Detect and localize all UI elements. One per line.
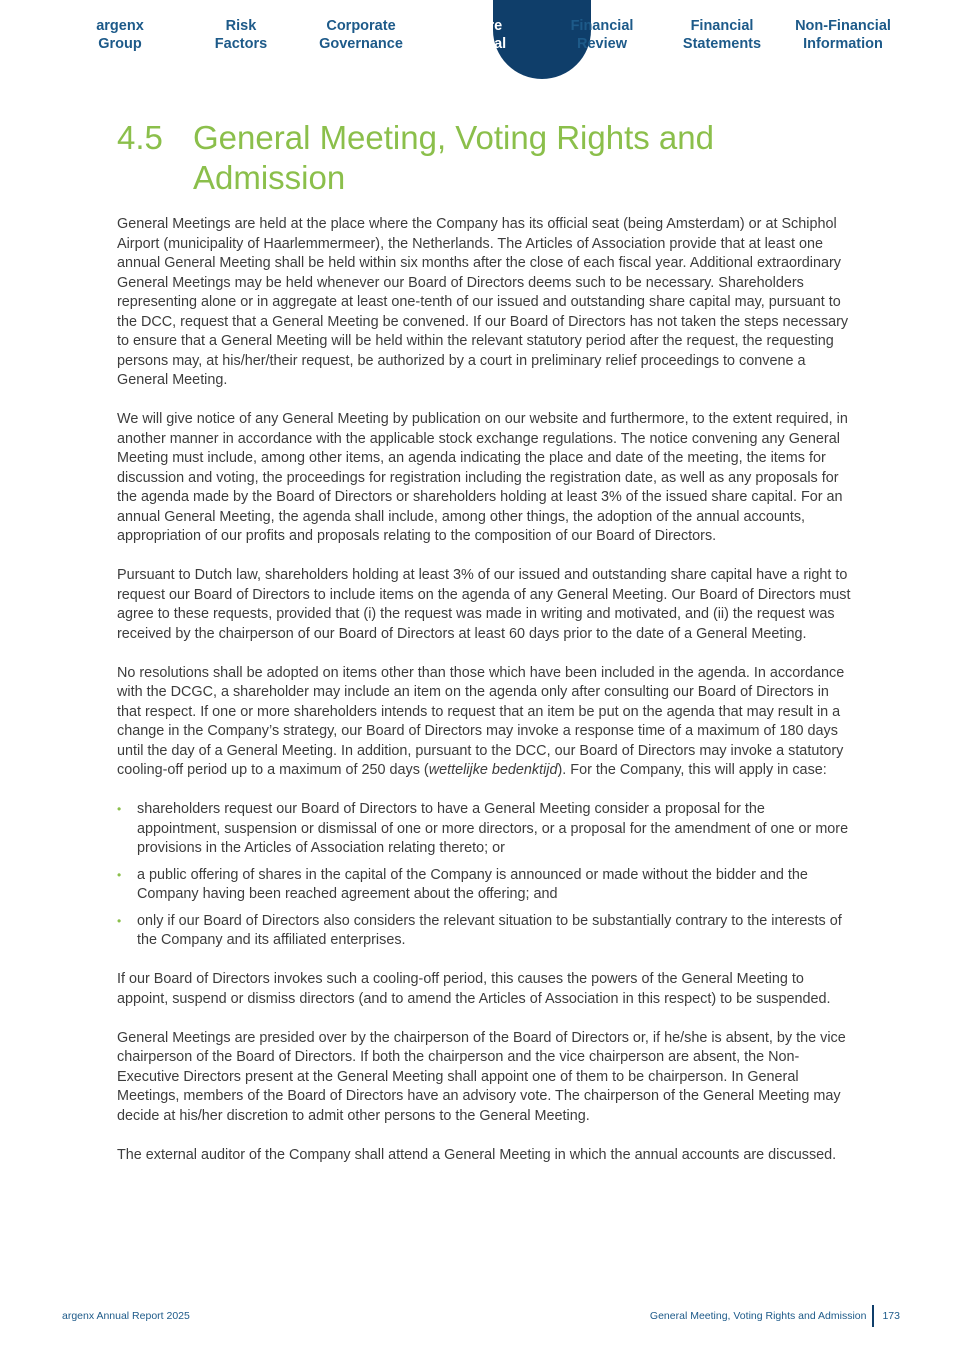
paragraph: If our Board of Directors invokes such a cooling-off period, this causes the powers of the General Meeting to appoint, suspend or dismiss directors (and to amend the Articles of Association in this respect) to be suspended. [117, 971, 831, 1007]
page-number: 173 [882, 1310, 900, 1322]
list-item-text: only if our Board of Directors also considers the relevant situation to be substantially contrary to the interests of the Company and its affiliated enterprises. [137, 912, 842, 948]
list-item [117, 800, 852, 859]
paragraph: The external auditor of the Company shall attend a General Meeting in which the annual accounts are discussed. [117, 1146, 837, 1163]
nav-tab-argenx-group[interactable]: argenx Group [96, 18, 144, 52]
nav-tab-risk-factors[interactable]: Risk Factors [214, 18, 268, 52]
list-item [117, 912, 852, 951]
footer-page-info [650, 1305, 900, 1327]
footer-report-title: argenx Annual Report 2025 [62, 1310, 190, 1322]
paragraph-text: No resolutions shall be adopted on items other than those which have been included in the agenda. In accordance with the DCGC, a shareholder may include an item on the agenda only after consulting our Board of Directors in that respect. If one or more shareholders intends to request that an item be put on the agenda that may result in a change in the Company’s strategy, our Board of Directors may invoke a response time of a maximum of 180 days until the day of a General Meeting. In addition, pursuant to the DCC, our Board of Directors may invoke a statutory cooling-off period up to a maximum of 250 days ( [117, 664, 845, 778]
paragraph [117, 664, 852, 781]
nav-tab-financial-statements[interactable]: Financial Statements [682, 18, 762, 52]
paragraph-italic-term: wettelijke bedenktijd [428, 762, 558, 778]
nav-tab-financial-review[interactable]: Financial Review [570, 18, 634, 52]
paragraph-text-tail: ). For the Company, this will apply in case: [557, 762, 827, 778]
section-number: 4.5 [117, 119, 163, 156]
paragraph: General Meetings are presided over by the chairperson of the Board of Directors or, if he/she is absent, by the vice chairperson of the Board of Directors. If both the chairperson and the vice chairperson are absent, the Non-Executive Directors present at the General Meeting shall appoint one of them to be chairperson. In General Meetings, members of the Board of Directors have an advisory vote. The chairperson of the General Meeting may decide at his/her discretion to admit other persons to the General Meeting. [117, 1029, 846, 1124]
footer-section-title: General Meeting, Voting Rights and Admission [649, 1310, 867, 1322]
list-item [117, 866, 852, 905]
section-title: General Meeting, Voting Rights and Admission [193, 119, 714, 196]
nav-tab-corporate-governance[interactable]: Corporate Governance [319, 18, 403, 52]
bullet-icon: • [117, 802, 122, 816]
top-navigation [60, 0, 904, 80]
list-item-text: shareholders request our Board of Directors to have a General Meeting consider a proposal for the appointment, suspension or dismissal of one or more directors, or a proposal for the amendment of one or more provisions in the Articles of Association relating thereto; or [137, 801, 849, 856]
body-content [117, 215, 852, 1185]
paragraph: General Meetings are held at the place where the Company has its official seat (being Amsterdam) or at Schiphol Airport (municipality of Haarlemmermeer), the Netherlands. The Articles of Association provide that at least one annual General Meeting shall be held within six months after the close of each fiscal year. Additional extraordinary General Meetings may be held whenever our Board of Directors deems such to be necessary. Shareholders representing alone or in aggregate at least one-tenth of our issued and outstanding share capital may, pursuant to the DCC, request that a General Meeting be convened. If our Board of Directors has not taken the steps necessary to ensure that a General Meeting will be held within the relevant statutory period after the request, the requesting persons may, at his/her/their request, be authorized by a court in preliminary relief proceedings to convene a General Meeting. [117, 216, 849, 388]
bullet-icon: • [117, 913, 122, 928]
bullet-icon: • [117, 867, 122, 882]
nav-tab-share-capital[interactable]: Share Capital [457, 18, 507, 52]
nav-tab-non-financial-information[interactable]: Non-Financial Information [795, 18, 891, 52]
paragraph: We will give notice of any General Meeting by publication on our website and furthermore, to the extent required, in another manner in accordance with the applicable stock exchange regulations. The notice convening any General Meeting must include, among other items, an agenda indicating the place and date of the meeting, the items for discussion and voting, the proceedings for registration including the registration date, as well as any proposals for the agenda made by the Board of Directors or shareholders holding at least 3% of the issued share capital. For an annual General Meeting, the agenda shall include, among other things, the adoption of the annual accounts, appropriation of our profits and proposals relating to the composition of our Board of Directors. [117, 411, 848, 544]
bullet-list [117, 800, 852, 951]
list-item-text: a public offering of shares in the capital of the Company is announced or made without the bidder and the Company having been reached agreement about the offering; and [137, 866, 808, 902]
paragraph: Pursuant to Dutch law, shareholders holding at least 3% of our issued and outstanding share capital have a right to request our Board of Directors to include items on the agenda of any General Meeting. Our Board of Directors must agree to these requests, provided that (i) the request was made in writing and motivated, and (ii) the request was received by the chairperson of our Board of Directors at least 60 days prior to the date of a General Meeting. [117, 567, 851, 642]
